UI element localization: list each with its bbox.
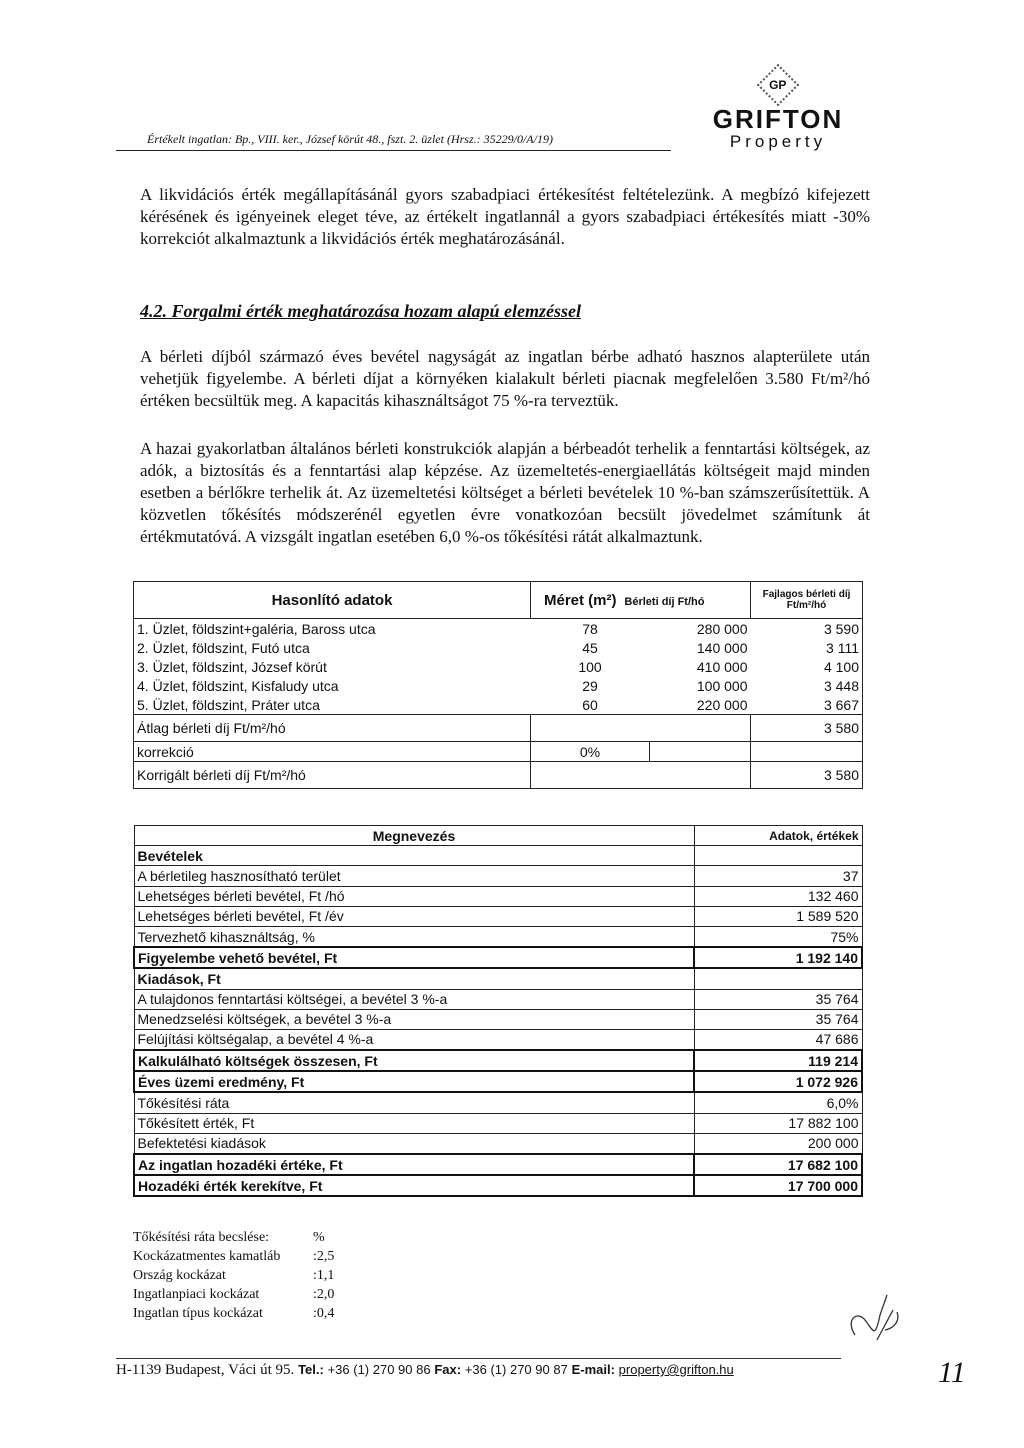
table-row: 2. Üzlet, földszint, Futó utca 45 140 000 3 111 xyxy=(134,638,863,657)
calc-row: Felújítási költségalap, a bevétel 4 %-a 47 686 xyxy=(134,1029,862,1050)
calc-row: Befektetési kiadások 200 000 xyxy=(134,1133,862,1154)
calc-row: Tőkésített érték, Ft 17 882 100 xyxy=(134,1113,862,1133)
calc-row-expenses: Kiadások, Ft xyxy=(134,968,862,989)
calc-row-rounded-value: Hozadéki érték kerekítve, Ft 17 700 000 xyxy=(134,1175,862,1196)
calc-row-revenues: Bevételek xyxy=(134,846,862,866)
footer-fax: +36 (1) 270 90 87 xyxy=(464,1362,568,1377)
footer-email-link[interactable]: property@grifton.hu xyxy=(618,1362,734,1377)
calc-row-total-revenue: Figyelembe vehető bevétel, Ft 1 192 140 xyxy=(134,947,862,968)
intro-paragraph: A likvidációs érték megállapításánál gyors szabadpiaci értékesítést feltételezünk. A megbízó kifejezett kérésének és igényeinek eleget téve, az értékelt ingatlannál a gyors szabadpiaci értékesítés miatt -30% korrekciót alkalmaztunk a likvidációs érték meghatározásánál. xyxy=(140,185,870,248)
calc-row: Lehetséges bérleti bevétel, Ft /hó 132 460 xyxy=(134,886,862,906)
col-name: Hasonlító adatok xyxy=(134,582,531,619)
calc-row: Tőkésítési ráta 6,0% xyxy=(134,1092,862,1113)
calc-row: Menedzselési költségek, a bevétel 3 %-a 35 764 xyxy=(134,1009,862,1029)
col-size-rent: Méret (m²) Bérleti díj Ft/hó xyxy=(531,582,751,619)
list-item: Tőkésítési ráta becslése: % xyxy=(133,1229,325,1245)
logo-sub: Property xyxy=(729,132,827,151)
average-rent-row: Átlag bérleti díj Ft/m²/hó 3 580 xyxy=(134,715,863,742)
calc-row: Tervezhető kihasználtság, % 75% xyxy=(134,926,862,947)
property-address: Értékelt ingatlan: Bp., VIII. ker., József körút 48., fszt. 2. üzlet (Hrsz.: 35229/0/A/19) xyxy=(147,132,553,146)
income-calculation-table xyxy=(133,825,863,1197)
table-row: 5. Üzlet, földszint, Práter utca 60 220 000 3 667 xyxy=(134,695,863,715)
page-number: 11 xyxy=(938,1356,966,1389)
rent-paragraph: A bérleti díjból származó éves bevétel nagyságát az ingatlan bérbe adható hasznos alapterülete után vehetjük figyelembe. A bérleti díjat a környéken kialakult bérleti piacnak megfelelően 3.580 Ft/m²/hó értéken becsültük meg. A kapacitás kihasználtságot 75 %-ra terveztük. xyxy=(140,347,870,410)
comparables-header xyxy=(134,582,863,619)
calc-row: A tulajdonos fenntartási költségei, a bevétel 3 %-a 35 764 xyxy=(134,989,862,1009)
logo-name: GRIFTON xyxy=(712,104,844,134)
correction-row: korrekció 0% xyxy=(134,742,863,762)
section-heading: 4.2. Forgalmi érték meghatározása hozam alapú elemzéssel xyxy=(140,301,582,321)
calc-row: Lehetséges bérleti bevétel, Ft /év 1 589 520 xyxy=(134,906,862,926)
header-rule xyxy=(116,150,671,151)
footer-contact: H-1139 Budapest, Váci út 95. Tel.: +36 (1) 270 90 86 Fax: +36 (1) 270 90 87 E-mail: property@grifton.hu xyxy=(116,1362,734,1378)
table-row: 4. Üzlet, földszint, Kisfaludy utca 29 100 000 3 448 xyxy=(134,676,863,695)
footer-rule xyxy=(116,1358,841,1359)
col-unit: Fajlagos bérleti díj Ft/m²/hó xyxy=(751,582,863,619)
signature-icon xyxy=(835,1290,915,1350)
list-item: Ország kockázat :1,1 xyxy=(133,1267,335,1283)
grifton-logo xyxy=(704,70,852,152)
list-item: Kockázatmentes kamatláb :2,5 xyxy=(133,1248,335,1264)
calc-row-operating-result: Éves üzemi eredmény, Ft 1 072 926 xyxy=(134,1071,862,1092)
list-item: Ingatlanpiaci kockázat :2,0 xyxy=(133,1286,335,1302)
cap-rate-breakdown xyxy=(133,1228,334,1323)
calc-row-total-costs: Kalkulálható költségek összesen, Ft 119 214 xyxy=(134,1050,862,1071)
comparables-table xyxy=(133,581,863,789)
footer-phone: +36 (1) 270 90 86 xyxy=(327,1362,431,1377)
cost-paragraph: A hazai gyakorlatban általános bérleti konstrukciók alapján a bérbeadót terhelik a fenntartási költségek, az adók, a biztosítás és a fenntartási alap képzése. Az üzemeltetés-energiaellátás költségeit majd minden esetben a bérlőkre terhelik át. Az üzemeltetési költséget a bérleti bevételek 10 %-ban számszerűsítettük. A közvetlen tőkésítés módszerénél egyetlen évre vonatkozóan becsült jövedelmet számítunk át értékmutatóvá. A vizsgált ingatlan esetében 6,0 %-os tőkésítési rátát alkalmaztunk. xyxy=(140,439,870,546)
calc-header: Megnevezés Adatok, értékek xyxy=(134,826,862,846)
corrected-rent-row: Korrigált bérleti díj Ft/m²/hó 3 580 xyxy=(134,762,863,789)
footer-address: H-1139 Budapest, Váci út 95. xyxy=(116,1362,295,1378)
table-row: 1. Üzlet, földszint+galéria, Baross utca 78 280 000 3 590 xyxy=(134,619,863,639)
calc-row-income-value: Az ingatlan hozadéki értéke, Ft 17 682 100 xyxy=(134,1154,862,1175)
table-row: 3. Üzlet, földszint, József körút 100 410 000 4 100 xyxy=(134,657,863,676)
calc-row: A bérletileg hasznosítható terület 37 xyxy=(134,866,862,886)
logo-mark-icon: GP xyxy=(757,64,799,106)
list-item: Ingatlan típus kockázat :0,4 xyxy=(133,1305,335,1321)
